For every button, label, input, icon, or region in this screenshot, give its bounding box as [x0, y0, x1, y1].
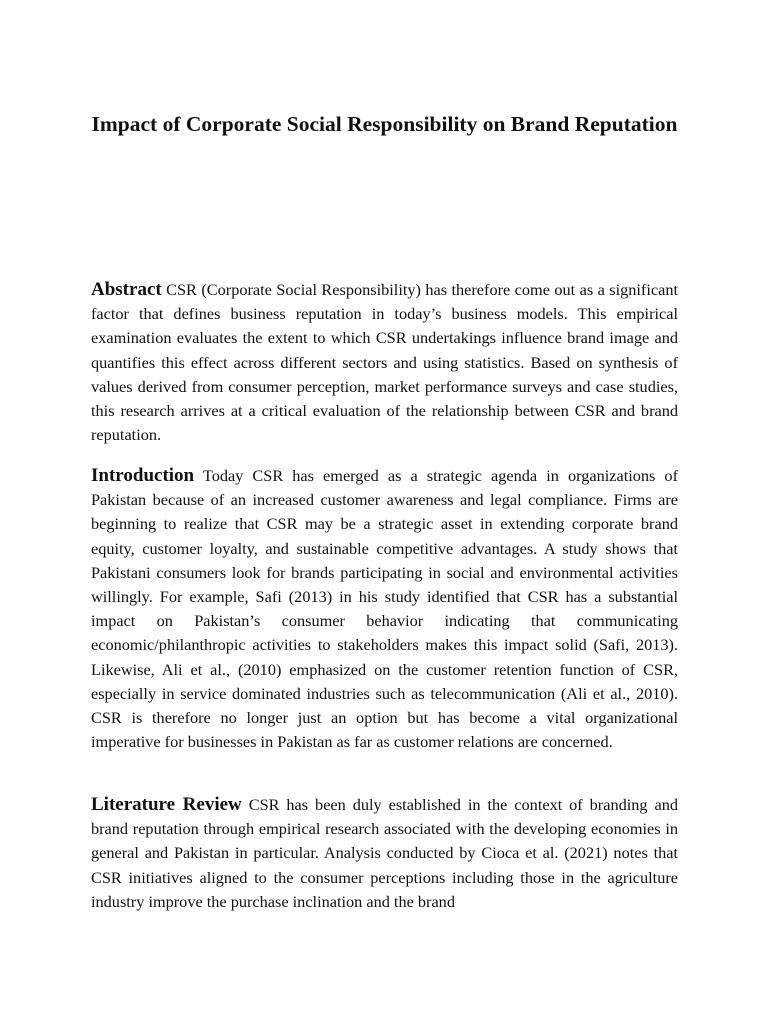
literature-review-text: CSR has been duly established in the context of branding and brand reputation through empirical research associated with the developing economies in general and Pakistan in particular. Analysis conducted by Cioca et al. (2021) notes that CSR initiatives aligned to the consumer perceptions including those in the agriculture industry improve the purchase inclination and the brand	[91, 795, 678, 911]
paper-title: Impact of Corporate Social Responsibility on Brand Reputation	[91, 112, 678, 136]
introduction-text: Today CSR has emerged as a strategic agenda in organizations of Pakistan because of an increased customer awareness and legal compliance. Firms are beginning to realize that CSR may be a strategic asset in extending corporate brand equity, customer loyalty, and sustainable competitive advantages. A study shows that Pakistani consumers look for brands participating in social and environmental activities willingly. For example, Safi (2013) in his study identified that CSR has a substantial impact on Pakistan’s consumer behavior indicating that communicating economic/philanthropic activities to stakeholders makes this impact solid (Safi, 2013). Likewise, Ali et al., (2010) emphasized on the customer retention function of CSR, especially in service dominated industries such as telecommunication (Ali et al., 2010). CSR is therefore no longer just an option but has become a vital organizational imperative for businesses in Pakistan as far as customer relations are concerned.	[91, 466, 678, 752]
literature-review-paragraph	[91, 793, 678, 914]
abstract-text: CSR (Corporate Social Responsibility) has therefore come out as a significant factor that defines business reputation in today’s business models. This empirical examination evaluates the extent to which CSR undertakings influence brand image and quantifies this effect across different sectors and using statistics. Based on synthesis of values derived from consumer perception, market performance surveys and case studies, this research arrives at a critical evaluation of the relationship between CSR and brand reputation.	[91, 280, 678, 445]
abstract-paragraph	[91, 278, 678, 447]
literature-review-heading: Literature Review	[91, 794, 242, 815]
abstract-heading: Abstract	[91, 279, 162, 300]
introduction-heading: Introduction	[91, 465, 195, 486]
introduction-paragraph	[91, 464, 678, 754]
